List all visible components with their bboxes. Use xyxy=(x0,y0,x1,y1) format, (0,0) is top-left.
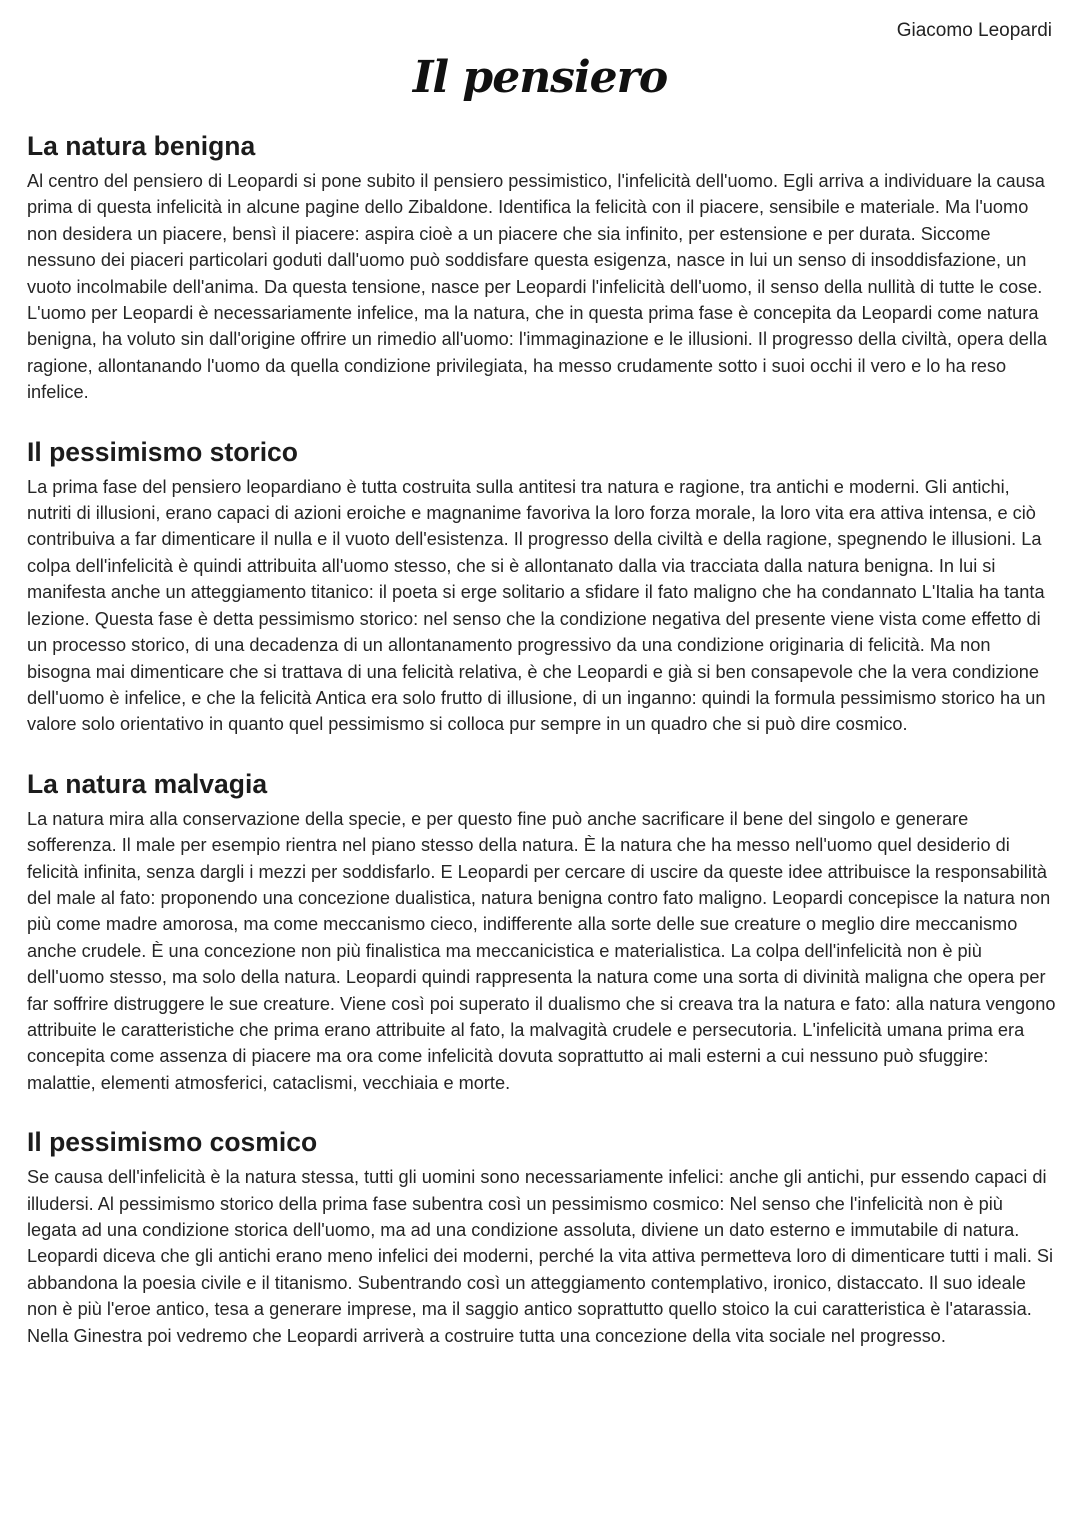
section-natura-malvagia xyxy=(27,766,1057,1096)
section-heading: La natura benigna xyxy=(27,131,256,161)
section-heading: La natura malvagia xyxy=(27,768,268,799)
author-name: Giacomo Leopardi xyxy=(896,20,1052,41)
section-paragraph: La natura mira alla conservazione della specie, e per questo fine può anche sacrificare il bene del singolo e generare sofferenza. Il male per esempio rientra nel piano stesso della natura. È la natura che ha messo nell'uomo quel desiderio di felicità infinita, senza dargli i mezzi per soddisfarlo. E Leopardi per cercare di uscire da queste idee attribuisce la responsabilità del male al fato: proponendo una concezione dualistica, natura benigna contro fato maligno. Leopardi concepisce la natura non più come madre amorosa, ma come meccanismo cieco, indifferente alla sorte delle sue creature o meglio dire meccanismo anche crudele. È una concezione non più finalistica ma meccanicistica e materialistica. La colpa dell'infelicità non è più dell'uomo stesso, ma solo della natura. Leopardi quindi rappresenta la natura come una sorta di divinità maligna che opera per far soffrire distruggere le sue creature. Viene così poi superato il dualismo che si creava tra la natura e fato: alla natura vengono attribuite le caratteristiche che prima erano attribuite al fato, la malvagità crudele e persecutoria. L'infelicità umana prima era concepita come assenza di piacere ma ora come infelicità dovuta soprattutto ai mali esterni a cui nessuno può sfuggire: malattie, elementi atmosferici, cataclismi, vecchiaia e morte. xyxy=(27,808,1056,1093)
page-title: Il pensiero xyxy=(412,52,668,103)
section-natura-benigna xyxy=(27,128,1057,406)
section-pessimismo-cosmico xyxy=(27,1124,1057,1349)
section-paragraph: Al centro del pensiero di Leopardi si pone subito il pensiero pessimistico, l'infelicità dell'uomo. Egli arriva a individuare la causa prima di questa infelicità in alcune pagine dello Zibaldone. Identifica la felicità con il piacere, sensibile e materiale. Ma l'uomo non desidera un piacere, bensì il piacere: aspira cioè a un piacere che sia infinito, per estensione e per durata. Siccome nessuno dei piaceri particolari goduti dall'uomo può soddisfare questa esigenza, nasce in lui un senso di insoddisfazione, un vuoto incolmabile dell'anima. Da questa tensione, nasce per Leopardi l'infelicità dell'uomo, il senso della nullità di tutte le cose. L'uomo per Leopardi è necessariamente infelice, ma la natura, che in questa prima fase è concepita da Leopardi come natura benigna, ha voluto sin dall'origine offrire un rimedio all'uomo: l'immaginazione e le illusioni. Il progresso della civiltà, opera della ragione, allontanando l'uomo da quella condizione privilegiata, ha messo crudamente sotto i suoi occhi il vero e lo ha reso infelice. xyxy=(27,171,1048,403)
section-paragraph: La prima fase del pensiero leopardiano è tutta costruita sulla antitesi tra natura e ragione, tra antichi e moderni. Gli antichi, nutriti di illusioni, erano capaci di azioni eroiche e magnanime favoriva la loro forza morale, la loro vita era attiva intensa, e ciò contribuiva a far dimenticare il nulla e il vuoto dell'esistenza. Il progresso della civiltà e della ragione, spegnendo le illusioni. La colpa dell'infelicità è quindi attribuita all'uomo stesso, che si è allontanato dalla via tracciata dalla natura benigna. In lui si manifesta anche un atteggiamento titanico: il poeta si erge solitario a sfidare il fato maligno che ha condannato L'Italia ha tanta lezione. Questa fase è detta pessimismo storico: nel senso che la condizione negativa del presente viene vista come effetto di un processo storico, di una decadenza di un allontanamento progressivo da una condizione originaria di felicità. Ma non bisogna mai dimenticare che si trattava di una felicità relativa, è che Leopardi e già si ben consapevole che la vera condizione dell'uomo è infelice, e che la felicità Antica era solo frutto di illusione, di un inganno: quindi la formula pessimismo storico ha un valore solo orientativo in quanto quel pessimismo si colloca pur sempre in un quadro che si può dire cosmico. xyxy=(27,476,1046,735)
document-body xyxy=(27,128,1057,1377)
section-heading: Il pessimismo cosmico xyxy=(27,1127,318,1158)
section-pessimismo-storico xyxy=(27,434,1057,738)
section-heading: Il pessimismo storico xyxy=(27,436,298,467)
section-paragraph: Se causa dell'infelicità è la natura stessa, tutti gli uomini sono necessariamente infelici: anche gli antichi, pur essendo capaci di illudersi. Al pessimismo storico della prima fase subentra così un pessimismo cosmico: Nel senso che l'infelicità non è più legata ad una condizione storica dell'uomo, ma ad una condizione assoluta, diviene un dato esterno e immutabile di natura. Leopardi diceva che gli antichi erano meno infelici dei moderni, perché la vita attiva permetteva loro di dimenticare tutti i mali. Si abbandona la poesia civile e il titanismo. Subentrando così un atteggiamento contemplativo, ironico, distaccato. Il suo ideale non è più l'eroe antico, tesa a generare imprese, ma il saggio antico soprattutto quello stoico la cui caratteristica è l'atarassia. Nella Ginestra poi vedremo che Leopardi arriverà a costruire tutta una concezione della vita sociale nel progresso. xyxy=(27,1167,1054,1346)
